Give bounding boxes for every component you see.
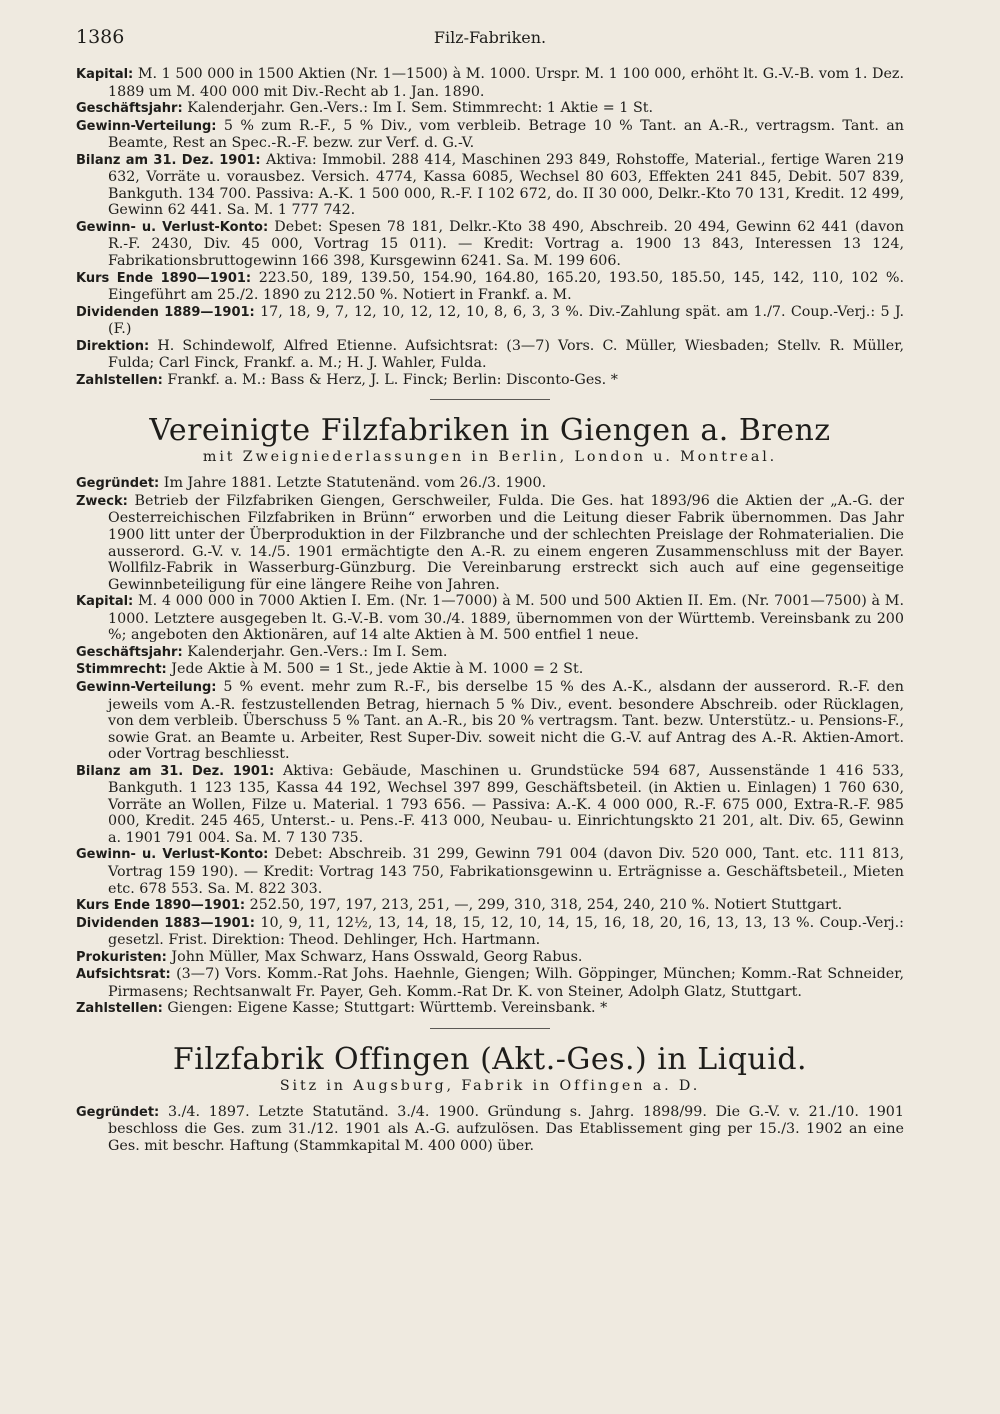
entry2-kurs: Kurs Ende 1890—1901: 252.50, 197, 197, 213, 251, —, 299, 310, 318, 254, 240, 210 %. Notiert Stuttgart.	[76, 897, 843, 914]
entry2-gegruendet: Gegründet: Im Jahre 1881. Letzte Statutenänd. vom 26./3. 1900.	[76, 475, 547, 492]
company-subtitle: Sitz in Augsburg, Fabrik in Offingen a. D.	[279, 1077, 701, 1094]
company-title: Vereinigte Filzfabriken in Giengen a. Brenz	[149, 413, 831, 449]
entry-filzfabrik-offingen	[76, 1043, 904, 1155]
page-number: 1386	[76, 26, 125, 48]
entry2-stimmrecht: Stimmrecht: Jede Aktie à M. 500 = 1 St., jede Aktie à M. 1000 = 2 St.	[76, 661, 584, 678]
section-divider	[430, 399, 550, 400]
entry1-gewinn-verlust: Gewinn- u. Verlust-Konto: Debet: Spesen 78 181, Delkr.-Kto 38 490, Abschreib. 20 494, Gewinn 62 441 (davon R.-F. 2430, Div. 45 000, Vortrag 15 011). — Kredit: Vortrag a. 1900 13 843, Interessen 13 124, Fabrikationsbruttogewinn 166 398, Kursgewinn 6241. Sa. M. 199 606.	[76, 218, 904, 270]
entry1-gewinn-verteilung: Gewinn-Verteilung: 5 % zum R.-F., 5 % Div., vom verbleib. Betrage 10 % Tant. an A.-R., vertragsm. Tant. an Beamte, Rest an Spec.-R.-F. bezw. zur Verf. d. G.-V.	[76, 117, 904, 152]
entry1-kapital: Kapital: M. 1 500 000 in 1500 Aktien (Nr. 1—1500) à M. 1000. Urspr. M. 1 100 000, erhöht lt. G.-V.-B. vom 1. Dez. 1889 um M. 400 000 mit Div.-Recht ab 1. Jan. 1890.	[76, 66, 904, 100]
entry-vereinigte-filzfabriken	[76, 414, 904, 1018]
entry2-geschaeftsjahr: Geschäftsjahr: Kalenderjahr. Gen.-Vers.: Im I. Sem.	[76, 643, 448, 660]
entry2-aufsichtsrat: Aufsichtsrat: (3—7) Vors. Komm.-Rat Johs. Haehnle, Giengen; Wilh. Göppinger, München; Komm.-Rat Schneider, Pirmasens; Rechtsanwalt Fr. Payer, Geh. Komm.-Rat Dr. K. von Steiner, Adolph Glatz, Stuttgart.	[76, 966, 904, 1000]
entry2-zweck: Zweck: Betrieb der Filzfabriken Giengen, Gerschweiler, Fulda. Die Ges. hat 1893/96 die Aktien der „A.-G. der Oesterreichischen Filzfabriken in Brünn“ erworben und die Leitung dieser Fabrik übernommen. Das Jahr 1900 litt unter der Überproduktion in der Filzbranche und der schlechten Preislage der Rohmaterialien. Die ausserord. G.-V. v. 14./5. 1901 ermächtigte den A.-R. zu einem engeren Zusammenschluss mit der Bayer. Wollfilz-Fabrik in Wasserburg-Günzburg. Die Vereinbarung erstreckt sich auch auf eine gegenseitige Gewinnbeteiligung für eine längere Reihe von Jahren.	[76, 492, 905, 593]
company-title: Filzfabrik Offingen (Akt.-Ges.) in Liquid.	[172, 1041, 808, 1077]
entry1-bilanz: Bilanz am 31. Dez. 1901: Aktiva: Immobil. 288 414, Maschinen 293 849, Rohstoffe, Material., fertige Waren 219 632, Vorräte u. vorausbez. Versich. 4774, Kassa 6085, Wechsel 80 603, Effekten 241 845, Debit. 507 839, Bankguth. 134 700. Passiva: A.-K. 1 500 000, R.-F. I 102 672, do. II 30 000, Delkr.-Kto 70 131, Kredit. 12 499, Gewinn 62 441. Sa. M. 1 777 742.	[76, 151, 905, 219]
entry2-dividenden: Dividenden 1883—1901: 10, 9, 11, 12½, 13, 14, 18, 15, 12, 10, 14, 15, 16, 18, 20, 16, 13, 13, 13 %. Coup.-Verj.: gesetzl. Frist. Direktion: Theod. Dehlinger, Hch. Hartmann.	[76, 914, 904, 949]
entry2-bilanz: Bilanz am 31. Dez. 1901: Aktiva: Gebäude, Maschinen u. Grundstücke 594 687, Aussenstände 1 416 533, Bankguth. 1 123 135, Kassa 44 192, Wechsel 397 899, Geschäftsbeteil. (in Aktien u. Einlagen) 1 760 630, Vorräte an Wollen, Filze u. Material. 1 793 656. — Passiva: A.-K. 4 000 000, R.-F. 675 000, Extra-R.-F. 985 000, Kredit. 245 465, Unterst.- u. Pens.-F. 413 000, Neubau- u. Einrichtungskto 21 201, alt. Div. 65, Gewinn a. 1901 791 004. Sa. M. 7 130 735.	[76, 762, 905, 846]
running-head: Filz-Fabriken.	[433, 28, 547, 47]
entry2-gewinn-verlust: Gewinn- u. Verlust-Konto: Debet: Abschreib. 31 299, Gewinn 791 004 (davon Div. 520 000, Tant. etc. 111 813, Vortrag 159 190). — Kredit: Vortrag 143 750, Fabrikationsgewinn u. Erträgnisse a. Geschäftsbeteil., Mieten etc. 678 553. Sa. M. 822 303.	[76, 846, 905, 897]
entry1-direktion: Direktion: H. Schindewolf, Alfred Etienne. Aufsichtsrat: (3—7) Vors. C. Müller, Wiesbaden; Stellv. R. Müller, Fulda; Carl Finck, Frankf. a. M.; H. J. Wahler, Fulda.	[76, 337, 905, 372]
entry-filz-fabriken	[76, 66, 904, 389]
entry2-zahlstellen: Zahlstellen: Giengen: Eigene Kasse; Stuttgart: Württemb. Vereinsbank. *	[76, 1000, 608, 1017]
page-header	[76, 20, 904, 66]
entry2-kapital: Kapital: M. 4 000 000 in 7000 Aktien I. Em. (Nr. 1—7000) à M. 500 und 500 Aktien II. Em. (Nr. 7001—7500) à M. 1000. Letztere ausgegeben lt. G.-V.-B. vom 30./4. 1889, übernommen von der Württemb. Vereinsbank zu 200 %; angeboten den Aktionären, auf 14 alte Aktien à M. 500 entfiel 1 neue.	[76, 593, 904, 644]
entry3-gegruendet: Gegründet: 3./4. 1897. Letzte Statutänd. 3./4. 1900. Gründung s. Jahrg. 1898/99. Die G.-V. v. 21./10. 1901 beschloss die Ges. zum 31./12. 1901 als A.-G. aufzulösen. Das Etablissement ging per 15./3. 1902 an eine Ges. mit beschr. Haftung (Stammkapital M. 400 000) über.	[76, 1103, 904, 1154]
entry1-dividenden: Dividenden 1889—1901: 17, 18, 9, 7, 12, 10, 12, 12, 10, 8, 6, 3, 3 %. Div.-Zahlung spät. am 1./7. Coup.-Verj.: 5 J. (F.)	[76, 303, 904, 338]
entry1-zahlstellen: Zahlstellen: Frankf. a. M.: Bass & Herz, J. L. Finck; Berlin: Disconto-Ges. *	[76, 371, 618, 388]
section-divider	[430, 1028, 550, 1029]
entry2-gewinn-verteilung: Gewinn-Verteilung: 5 % event. mehr zum R.-F., bis derselbe 15 % des A.-K., alsdann der ausserord. R.-F. den jeweils vom A.-R. festzustellenden Betrag, hiernach 5 % Div., event. besondere Abschreib. oder Rücklagen, von dem verbleib. Überschuss 5 % Tant. an A.-R., bis 20 % vertragsm. Tant. bezw. Unterstütz.- u. Pensions-F., sowie Grat. an Beamte u. Arbeiter, Rest Super-Div. soweit nicht die G.-V. auf Antrag des A.-R. Aktien-Amort. oder Vortrag beschliesst.	[76, 678, 904, 763]
entry2-prokuristen: Prokuristen: John Müller, Max Schwarz, Hans Osswald, Georg Rabus.	[76, 948, 583, 965]
company-subtitle: mit Zweigniederlassungen in Berlin, London u. Montreal.	[202, 449, 778, 466]
entry1-kurs: Kurs Ende 1890—1901: 223.50, 189, 139.50, 154.90, 164.80, 165.20, 193.50, 185.50, 145, 142, 110, 102 %. Eingeführt am 25./2. 1890 zu 212.50 %. Notiert in Frankf. a. M.	[76, 269, 905, 304]
entry1-geschaeftsjahr: Geschäftsjahr: Kalenderjahr. Gen.-Vers.: Im I. Sem. Stimmrecht: 1 Aktie = 1 St.	[76, 100, 654, 117]
